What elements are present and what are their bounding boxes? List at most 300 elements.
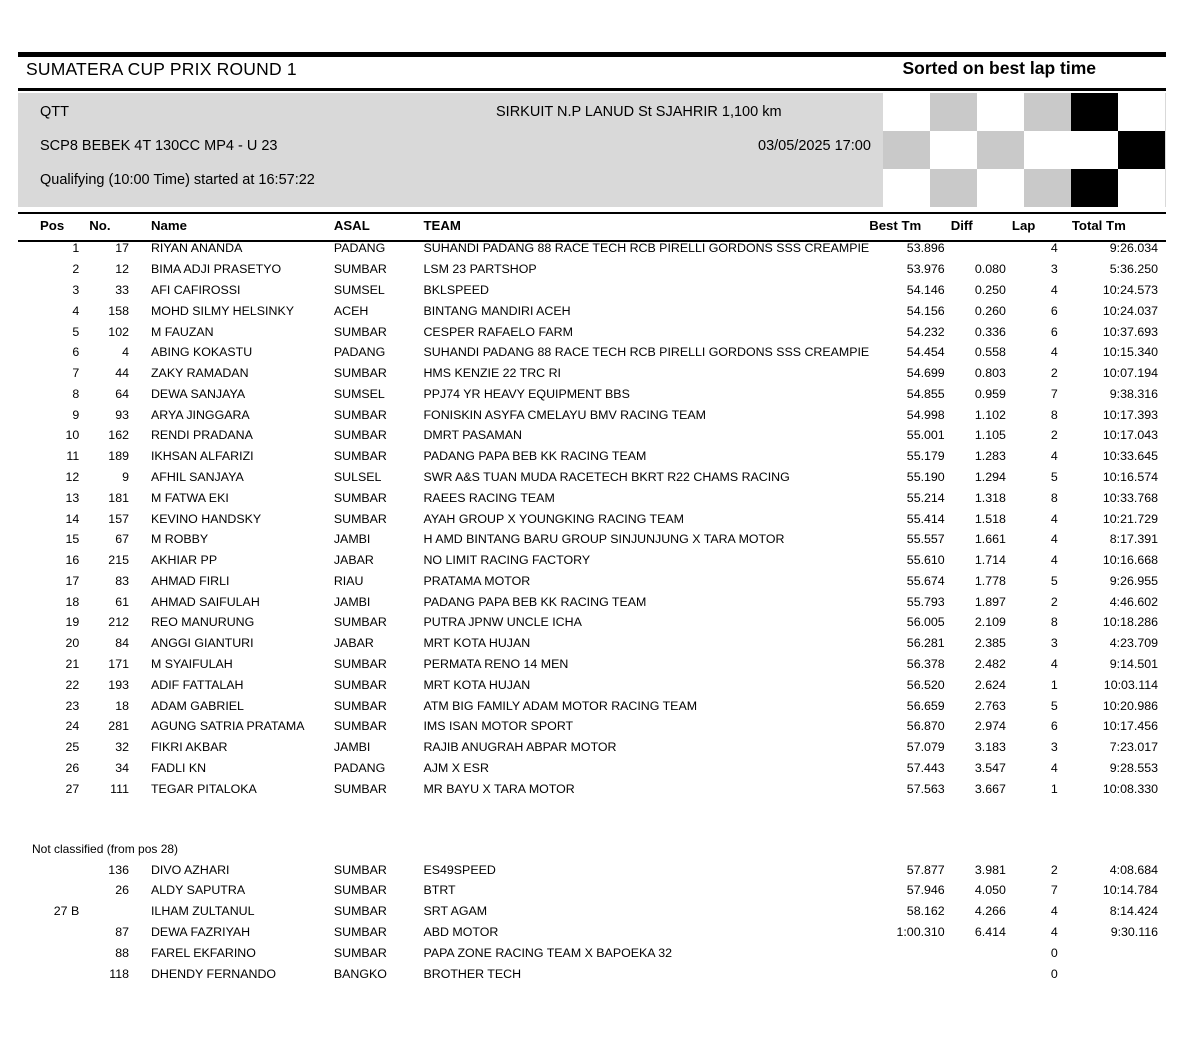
cell-pos: 22 bbox=[65, 677, 80, 692]
table-row-not-classified bbox=[18, 859, 1166, 880]
table-row bbox=[18, 363, 1166, 384]
cell-best-time: 53.976 bbox=[906, 262, 945, 277]
cell-pos bbox=[18, 859, 89, 880]
sort-label: Sorted on best lap time bbox=[902, 58, 1096, 78]
table-row-not-classified bbox=[18, 942, 1166, 963]
cell-name: RIYAN ANANDA bbox=[150, 241, 243, 256]
cell-total-time: 10:33.768 bbox=[1102, 490, 1158, 505]
cell-asal: RIAU bbox=[333, 573, 364, 588]
cell-no: 9 bbox=[122, 469, 129, 484]
cell-lap: 1 bbox=[1050, 781, 1058, 796]
cell-asal: PADANG bbox=[333, 241, 386, 256]
cell-pos: 8 bbox=[72, 386, 80, 401]
cell-asal: SUMBAR bbox=[333, 366, 387, 381]
session-code: QTT bbox=[40, 104, 69, 120]
cell-diff: 0.260 bbox=[974, 303, 1006, 318]
not-classified-header-row bbox=[18, 832, 1166, 859]
cell-team: BINTANG MANDIRI ACEH bbox=[423, 303, 571, 318]
table-row-not-classified bbox=[18, 922, 1166, 943]
cell-total-time: 7:23.017 bbox=[1109, 740, 1158, 755]
cell-asal: SUMBAR bbox=[333, 615, 387, 630]
cell-team: SWR A&S TUAN MUDA RACETECH BKRT R22 CHAMS RACING bbox=[423, 469, 790, 484]
cell-name: AHMAD FIRLI bbox=[150, 573, 230, 588]
col-asal: ASAL bbox=[333, 218, 370, 233]
cell-team: BKLSPEED bbox=[423, 282, 489, 297]
spacer-cell bbox=[18, 799, 1166, 832]
cell-lap: 0 bbox=[1050, 945, 1058, 960]
cell-team: FONISKIN ASYFA CMELAYU BMV RACING TEAM bbox=[423, 407, 707, 422]
cell-lap: 4 bbox=[1050, 532, 1058, 547]
cell-asal: SUMBAR bbox=[333, 698, 387, 713]
cell-no: 64 bbox=[115, 386, 129, 401]
cell-diff: 3.981 bbox=[974, 862, 1006, 877]
cell-name: MOHD SILMY HELSINKY bbox=[150, 303, 294, 318]
title-row bbox=[18, 58, 1166, 86]
cell-pos: 27 bbox=[65, 781, 80, 796]
cell-total-time: 9:26.955 bbox=[1109, 573, 1158, 588]
col-no: No. bbox=[89, 218, 111, 233]
table-header-row bbox=[18, 214, 1166, 238]
cell-lap: 4 bbox=[1050, 760, 1058, 775]
cell-total-time: 9:30.116 bbox=[1110, 925, 1158, 939]
cell-no: 32 bbox=[115, 740, 129, 755]
cell-best-time: 57.877 bbox=[906, 862, 945, 877]
cell-total-time: 9:14.501 bbox=[1109, 657, 1158, 672]
table-row bbox=[18, 674, 1166, 695]
cell-diff: 2.624 bbox=[974, 677, 1006, 692]
cell-no: 215 bbox=[108, 553, 129, 568]
cell-best-time: 54.855 bbox=[906, 386, 945, 401]
cell-best-time: 53.896 bbox=[906, 241, 945, 256]
cell-asal: JAMBI bbox=[333, 532, 371, 547]
cell-total-time: 4:46.602 bbox=[1109, 594, 1158, 609]
cell-asal: SUMBAR bbox=[333, 781, 387, 796]
cell-team: SUHANDI PADANG 88 RACE TECH RCB PIRELLI GORDONS SSS CREAMPIE bbox=[423, 345, 870, 360]
cell-team: SRT AGAM bbox=[423, 904, 488, 919]
cell-lap: 1 bbox=[1050, 677, 1058, 692]
cell-lap: 5 bbox=[1050, 698, 1058, 713]
cell-pos: 27 B bbox=[53, 904, 80, 919]
cell-total-time: 10:03.114 bbox=[1103, 677, 1158, 692]
cell-total-time: 10:37.693 bbox=[1102, 324, 1158, 339]
cell-total-time: 10:18.286 bbox=[1102, 615, 1158, 630]
cell-asal: SUMBAR bbox=[333, 657, 387, 672]
cell-team: PADANG PAPA BEB KK RACING TEAM bbox=[423, 449, 647, 464]
cell-name: AGUNG SATRIA PRATAMA bbox=[150, 719, 305, 734]
cell-team: ATM BIG FAMILY ADAM MOTOR RACING TEAM bbox=[423, 698, 698, 713]
cell-pos: 17 bbox=[65, 573, 80, 588]
cell-asal: SUMBAR bbox=[333, 904, 387, 919]
cell-team: NO LIMIT RACING FACTORY bbox=[423, 553, 591, 568]
cell-no: 181 bbox=[108, 490, 129, 505]
cell-asal: JAMBI bbox=[333, 740, 371, 755]
cell-no bbox=[89, 901, 143, 922]
cell-team: PRATAMA MOTOR bbox=[423, 573, 531, 588]
table-row bbox=[18, 591, 1166, 612]
cell-team: ES49SPEED bbox=[423, 862, 496, 877]
cell-best-time bbox=[869, 942, 951, 963]
cell-diff: 3.183 bbox=[974, 740, 1006, 755]
cell-total-time: 10:17.456 bbox=[1102, 719, 1158, 734]
table-row bbox=[18, 425, 1166, 446]
cell-diff: 2.482 bbox=[974, 657, 1006, 672]
cell-best-time: 55.793 bbox=[906, 594, 945, 609]
cell-asal: SUMSEL bbox=[333, 282, 385, 297]
not-classified-label: Not classified (from pos 28) bbox=[32, 841, 179, 856]
cell-lap: 3 bbox=[1050, 636, 1058, 651]
cell-no: 189 bbox=[108, 449, 129, 464]
cell-total-time: 5:36.250 bbox=[1109, 262, 1158, 277]
cell-no: 171 bbox=[108, 657, 129, 672]
cell-best-time: 54.998 bbox=[906, 407, 945, 422]
cell-team: BROTHER TECH bbox=[423, 966, 522, 981]
table-spacer bbox=[18, 799, 1166, 832]
cell-lap: 4 bbox=[1050, 553, 1058, 568]
table-row bbox=[18, 778, 1166, 799]
cell-asal: JAMBI bbox=[333, 594, 371, 609]
cell-best-time: 54.699 bbox=[906, 366, 945, 381]
cell-asal: SUMBAR bbox=[333, 945, 387, 960]
cell-lap: 2 bbox=[1050, 594, 1058, 609]
cell-asal: SUMBAR bbox=[333, 407, 387, 422]
cell-team: PADANG PAPA BEB KK RACING TEAM bbox=[423, 594, 647, 609]
cell-asal: SUMBAR bbox=[333, 490, 387, 505]
cell-best-time: 58.162 bbox=[906, 904, 945, 919]
cell-diff: 0.803 bbox=[974, 366, 1006, 381]
cell-name: AFHIL SANJAYA bbox=[150, 469, 244, 484]
cell-pos: 13 bbox=[65, 490, 80, 505]
cell-total-time: 10:14.784 bbox=[1102, 883, 1158, 898]
cell-diff: 1.102 bbox=[974, 407, 1006, 422]
cell-total-time: 10:33.645 bbox=[1102, 449, 1158, 464]
cell-best-time: 56.870 bbox=[906, 719, 945, 734]
cell-name: BIMA ADJI PRASETYO bbox=[150, 262, 282, 277]
table-row bbox=[18, 508, 1166, 529]
cell-pos: 2 bbox=[72, 262, 80, 277]
cell-asal: SUMBAR bbox=[333, 677, 387, 692]
cell-best-time: 1:00.310 bbox=[896, 925, 945, 939]
table-row bbox=[18, 571, 1166, 592]
cell-no: 158 bbox=[108, 303, 129, 318]
cell-asal: JABAR bbox=[333, 636, 374, 651]
cell-lap: 4 bbox=[1050, 345, 1058, 360]
cell-asal: SUMBAR bbox=[333, 862, 387, 877]
cell-best-time: 54.156 bbox=[906, 303, 945, 318]
cell-no: 33 bbox=[115, 282, 129, 297]
title-rule-top bbox=[18, 52, 1166, 57]
cell-pos: 7 bbox=[72, 366, 80, 381]
cell-total-time: 10:17.393 bbox=[1102, 407, 1158, 422]
cell-total-time: 10:24.573 bbox=[1102, 282, 1158, 297]
cell-pos: 20 bbox=[65, 636, 80, 651]
cell-no: 26 bbox=[115, 883, 129, 898]
table-row bbox=[18, 550, 1166, 571]
cell-diff: 0.080 bbox=[974, 262, 1006, 277]
cell-name: REO MANURUNG bbox=[150, 615, 255, 630]
cell-best-time: 55.190 bbox=[906, 469, 945, 484]
session-start: Qualifying (10:00 Time) started at 16:57:22 bbox=[40, 172, 315, 188]
cell-lap: 4 bbox=[1050, 241, 1058, 256]
cell-pos: 6 bbox=[72, 345, 80, 360]
cell-pos: 24 bbox=[65, 719, 80, 734]
cell-name: KEVINO HANDSKY bbox=[150, 511, 262, 526]
cell-asal: SULSEL bbox=[333, 469, 382, 484]
table-row bbox=[18, 404, 1166, 425]
col-total-time: Total Tm bbox=[1071, 218, 1126, 233]
col-diff: Diff bbox=[950, 218, 973, 233]
cell-asal: SUMBAR bbox=[333, 262, 387, 277]
cell-lap: 6 bbox=[1050, 719, 1058, 734]
cell-lap: 2 bbox=[1050, 366, 1058, 381]
cell-name: ABING KOKASTU bbox=[150, 345, 253, 360]
cell-name: DEWA SANJAYA bbox=[150, 386, 246, 401]
cell-team: AYAH GROUP X YOUNGKING RACING TEAM bbox=[423, 511, 684, 526]
cell-pos: 19 bbox=[65, 615, 80, 630]
cell-pos: 14 bbox=[65, 511, 80, 526]
table-row bbox=[18, 280, 1166, 301]
cell-total-time: 4:23.709 bbox=[1109, 636, 1158, 651]
cell-pos: 26 bbox=[65, 760, 80, 775]
cell-lap: 0 bbox=[1050, 966, 1058, 981]
cell-best-time: 56.378 bbox=[906, 657, 945, 672]
cell-total-time: 10:07.194 bbox=[1102, 366, 1158, 381]
col-team: TEAM bbox=[423, 218, 461, 233]
cell-pos: 4 bbox=[72, 303, 80, 318]
cell-asal: PADANG bbox=[333, 760, 386, 775]
table-row bbox=[18, 321, 1166, 342]
cell-lap: 5 bbox=[1050, 469, 1058, 484]
cell-no: 4 bbox=[122, 345, 129, 360]
cell-no: 162 bbox=[108, 428, 129, 443]
cell-pos: 12 bbox=[65, 469, 80, 484]
cell-asal: ACEH bbox=[333, 303, 369, 318]
cell-total-time bbox=[1072, 942, 1166, 963]
cell-diff: 2.974 bbox=[974, 719, 1006, 734]
cell-diff: 6.414 bbox=[974, 925, 1006, 939]
cell-pos bbox=[18, 880, 89, 901]
cell-no: 193 bbox=[108, 677, 129, 692]
cell-pos: 18 bbox=[65, 594, 80, 609]
cell-total-time: 10:17.043 bbox=[1102, 428, 1158, 443]
cell-team: MR BAYU X TARA MOTOR bbox=[423, 781, 575, 796]
cell-diff: 0.250 bbox=[974, 282, 1006, 297]
cell-name: FIKRI AKBAR bbox=[150, 740, 228, 755]
cell-no: 157 bbox=[108, 511, 129, 526]
cell-best-time bbox=[869, 963, 951, 984]
cell-name: ADAM GABRIEL bbox=[150, 698, 244, 713]
table-row bbox=[18, 259, 1166, 280]
cell-diff: 1.283 bbox=[974, 449, 1006, 464]
col-lap: Lap bbox=[1011, 218, 1036, 233]
table-row bbox=[18, 383, 1166, 404]
cell-total-time: 10:16.668 bbox=[1102, 553, 1158, 568]
cell-best-time: 56.659 bbox=[906, 698, 945, 713]
cell-pos: 5 bbox=[72, 324, 80, 339]
cell-diff: 0.959 bbox=[974, 386, 1006, 401]
table-row bbox=[18, 467, 1166, 488]
cell-total-time: 9:26.034 bbox=[1109, 241, 1158, 256]
cell-pos: 25 bbox=[65, 740, 80, 755]
cell-lap: 4 bbox=[1050, 449, 1058, 464]
cell-asal: SUMBAR bbox=[333, 925, 387, 939]
cell-name: ARYA JINGGARA bbox=[150, 407, 250, 422]
cell-diff bbox=[951, 942, 1012, 963]
cell-total-time: 10:21.729 bbox=[1102, 511, 1158, 526]
cell-team: CESPER RAFAELO FARM bbox=[423, 324, 573, 339]
cell-team: ABD MOTOR bbox=[423, 925, 499, 939]
cell-name: DHENDY FERNANDO bbox=[150, 966, 277, 981]
cell-best-time: 54.454 bbox=[906, 345, 945, 360]
cell-diff: 4.050 bbox=[974, 883, 1006, 898]
cell-diff: 2.109 bbox=[974, 615, 1006, 630]
cell-no: 102 bbox=[108, 324, 129, 339]
cell-no: 118 bbox=[109, 966, 129, 981]
checkered-flag-icon bbox=[883, 93, 1166, 207]
cell-total-time: 8:14.424 bbox=[1109, 904, 1158, 919]
cell-diff bbox=[951, 238, 1012, 259]
cell-name: DEWA FAZRIYAH bbox=[150, 925, 251, 939]
cell-total-time: 10:15.340 bbox=[1102, 345, 1158, 360]
cell-name: M SYAIFULAH bbox=[150, 657, 233, 672]
cell-diff: 2.763 bbox=[974, 698, 1006, 713]
results-rows bbox=[18, 238, 1166, 984]
cell-best-time: 55.001 bbox=[906, 428, 945, 443]
cell-asal: SUMBAR bbox=[333, 449, 387, 464]
results-table bbox=[18, 214, 1166, 984]
cell-diff bbox=[951, 963, 1012, 984]
cell-best-time: 55.610 bbox=[906, 553, 945, 568]
cell-lap: 2 bbox=[1050, 428, 1058, 443]
cell-no: 12 bbox=[115, 262, 129, 277]
cell-lap: 4 bbox=[1050, 282, 1058, 297]
cell-best-time: 55.179 bbox=[906, 449, 945, 464]
cell-asal: PADANG bbox=[333, 345, 386, 360]
cell-best-time: 56.005 bbox=[906, 615, 945, 630]
cell-no: 88 bbox=[115, 945, 129, 960]
table-row bbox=[18, 633, 1166, 654]
cell-lap: 3 bbox=[1050, 262, 1058, 277]
cell-lap: 4 bbox=[1050, 511, 1058, 526]
cell-name: M ROBBY bbox=[150, 532, 209, 547]
cell-pos: 9 bbox=[72, 407, 80, 422]
cell-lap: 4 bbox=[1050, 925, 1058, 939]
cell-diff: 3.667 bbox=[974, 781, 1006, 796]
cell-name: ILHAM ZULTANUL bbox=[150, 904, 255, 919]
cell-best-time: 57.443 bbox=[906, 760, 945, 775]
cell-total-time: 10:20.986 bbox=[1102, 698, 1158, 713]
cell-total-time: 9:28.553 bbox=[1109, 760, 1158, 775]
cell-pos: 3 bbox=[72, 282, 80, 297]
cell-name: AFI CAFIROSSI bbox=[150, 282, 241, 297]
session-datetime: 03/05/2025 17:00 bbox=[758, 138, 871, 154]
cell-team: IMS ISAN MOTOR SPORT bbox=[423, 719, 574, 734]
table-row bbox=[18, 342, 1166, 363]
cell-no: 84 bbox=[115, 636, 129, 651]
table-row bbox=[18, 758, 1166, 779]
cell-name: FADLI KN bbox=[150, 760, 207, 775]
cell-team: PUTRA JPNW UNCLE ICHA bbox=[423, 615, 582, 630]
cell-diff: 0.558 bbox=[974, 345, 1006, 360]
cell-asal: SUMBAR bbox=[333, 883, 387, 898]
cell-lap: 3 bbox=[1050, 740, 1058, 755]
col-best-time: Best Tm bbox=[869, 218, 922, 233]
cell-lap: 7 bbox=[1050, 883, 1058, 898]
cell-lap: 8 bbox=[1050, 407, 1058, 422]
cell-asal: SUMBAR bbox=[333, 511, 387, 526]
cell-diff: 1.778 bbox=[974, 573, 1006, 588]
cell-best-time: 54.146 bbox=[906, 282, 945, 297]
cell-no: 111 bbox=[110, 781, 129, 796]
cell-lap: 5 bbox=[1050, 573, 1058, 588]
cell-total-time: 10:16.574 bbox=[1102, 469, 1158, 484]
cell-team: PERMATA RENO 14 MEN bbox=[423, 657, 569, 672]
session-info-band bbox=[18, 93, 1166, 207]
table-row bbox=[18, 238, 1166, 259]
cell-asal: SUMBAR bbox=[333, 719, 387, 734]
cell-team: RAJIB ANUGRAH ABPAR MOTOR bbox=[423, 740, 617, 755]
cell-diff: 1.714 bbox=[974, 553, 1006, 568]
title-rule-bottom bbox=[18, 88, 1166, 91]
table-row bbox=[18, 446, 1166, 467]
table-row-not-classified bbox=[18, 880, 1166, 901]
cell-team: RAEES RACING TEAM bbox=[423, 490, 555, 505]
cell-asal: SUMSEL bbox=[333, 386, 385, 401]
cell-asal: SUMBAR bbox=[333, 428, 387, 443]
cell-total-time: 4:08.684 bbox=[1109, 862, 1158, 877]
table-row bbox=[18, 695, 1166, 716]
cell-best-time: 55.674 bbox=[906, 573, 945, 588]
cell-diff: 4.266 bbox=[974, 904, 1006, 919]
class-name: SCP8 BEBEK 4T 130CC MP4 - U 23 bbox=[40, 138, 278, 154]
cell-diff: 1.294 bbox=[974, 469, 1006, 484]
cell-asal: JABAR bbox=[333, 553, 374, 568]
cell-team: DMRT PASAMAN bbox=[423, 428, 522, 443]
cell-no: 83 bbox=[115, 573, 129, 588]
cell-pos: 21 bbox=[65, 657, 80, 672]
cell-diff: 2.385 bbox=[974, 636, 1006, 651]
cell-team: MRT KOTA HUJAN bbox=[423, 636, 531, 651]
page-title: SUMATERA CUP PRIX ROUND 1 bbox=[26, 59, 297, 79]
table-row bbox=[18, 300, 1166, 321]
cell-team: MRT KOTA HUJAN bbox=[423, 677, 531, 692]
cell-best-time: 57.946 bbox=[906, 883, 945, 898]
cell-no: 67 bbox=[115, 532, 129, 547]
cell-no: 61 bbox=[115, 594, 129, 609]
cell-lap: 8 bbox=[1050, 615, 1058, 630]
cell-no: 87 bbox=[115, 925, 129, 939]
cell-no: 93 bbox=[115, 407, 129, 422]
cell-diff: 1.318 bbox=[974, 490, 1006, 505]
cell-lap: 2 bbox=[1050, 862, 1058, 877]
cell-best-time: 56.281 bbox=[906, 636, 945, 651]
cell-total-time: 10:08.330 bbox=[1102, 781, 1158, 796]
table-row-not-classified bbox=[18, 901, 1166, 922]
cell-name: TEGAR PITALOKA bbox=[150, 781, 257, 796]
cell-no: 44 bbox=[115, 366, 129, 381]
cell-name: ANGGI GIANTURI bbox=[150, 636, 254, 651]
cell-lap: 6 bbox=[1050, 324, 1058, 339]
cell-team: H AMD BINTANG BARU GROUP SINJUNJUNG X TARA MOTOR bbox=[423, 532, 785, 547]
cell-name: AHMAD SAIFULAH bbox=[150, 594, 260, 609]
cell-team: PPJ74 YR HEAVY EQUIPMENT BBS bbox=[423, 386, 630, 401]
cell-total-time: 10:24.037 bbox=[1102, 303, 1158, 318]
cell-diff: 3.547 bbox=[974, 760, 1006, 775]
cell-best-time: 54.232 bbox=[906, 324, 945, 339]
table-row bbox=[18, 716, 1166, 737]
cell-no: 281 bbox=[108, 719, 129, 734]
cell-no: 34 bbox=[115, 760, 129, 775]
cell-diff: 1.518 bbox=[974, 511, 1006, 526]
